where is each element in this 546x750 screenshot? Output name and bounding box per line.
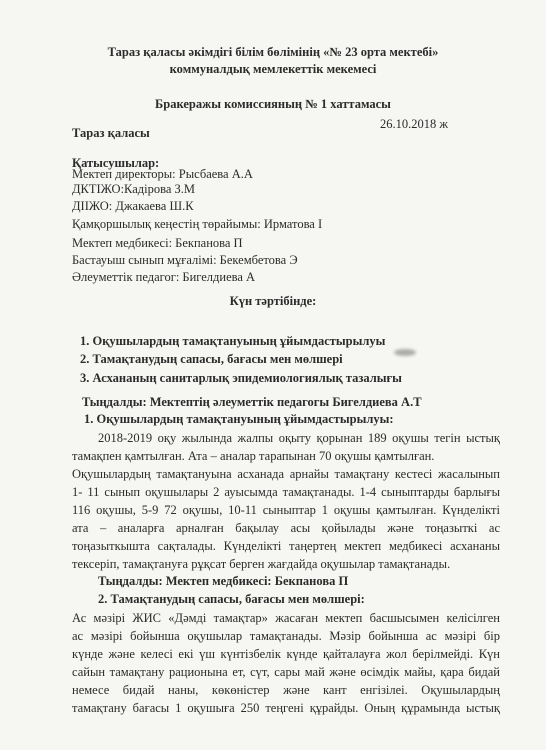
agenda-heading: Күн тәртібінде: (229, 294, 317, 308)
section2-line: сайын тамақтану рационына ет, сүт, сары май және өсімдік майы, қара бидай (72, 665, 500, 679)
protocol-title: Бракеражы комиссияның № 1 хаттамасы (155, 97, 391, 111)
participant-item: Қамқоршылық кеңестің төрайымы: Ирматова І (72, 217, 323, 231)
participant-item: Бастауыш сынып мұғалімі: Бекембетова Э (72, 253, 298, 267)
agenda-item: 1. Оқушылардың тамақтануының ұйымдастырылуы (80, 334, 386, 348)
section1-line: 116 оқушы, 5-9 72 оқушы, 10-11 сыныптар 1 оқушы қамтылған. Күнделікті (72, 503, 500, 517)
section1-line: тоңазыткышта сақталады. Күнделікті таңертең мектеп медбикесі асхананы (72, 539, 500, 553)
section1-line: ата – аналарға арналған бақылау асы қойылады және тоңазыткі ас (72, 521, 500, 535)
agenda-item: 2. Тамақтанудың сапасы, бағасы мен мөлшері (80, 352, 343, 366)
participant-item: ДІІЖО: Джакаева Ш.К (72, 199, 194, 213)
participant-item: Мектеп медбикесі: Бекпанова П (72, 236, 243, 250)
agenda-item: 3. Асхананың санитарлық эпидемиологиялық тазалығы (80, 371, 402, 385)
section2-line: Ас мәзірі ЖИС «Дәмді тамақтар» жасаған мектеп басшысымен келісілген (72, 611, 500, 625)
section2-subheading: 2. Тамақтанудың сапасы, бағасы мен мөлшері: (98, 592, 365, 606)
section1-line: Оқушылардың тамақтануына асханада арнайы тамақтану кестесі жасалынып (72, 467, 500, 481)
section2-line: немесе бидай наны, көкөністер және кант енгізілеі. Оқушылардың (72, 683, 500, 697)
participant-item: Әлеуметтік педагог: Бигелдиева А (72, 270, 256, 284)
participant-item: ДКТІЖО:Кадірова З.М (72, 182, 196, 196)
participants-heading: Қатысушылар: (72, 156, 160, 170)
section2-listened: Тыңдалды: Мектеп медбикесі: Бекпанова П (98, 574, 349, 588)
section1-line: 1- 11 сынып оқушылары 2 ауысымда тамақтанады. 1-4 сыныптарды барлығы (72, 485, 500, 499)
section1-subheading: 1. Оқушылардың тамақтануының ұйымдастырылуы: (84, 412, 394, 426)
section1-line: тексеріп, тамақтануға рұқсат берген жағдайда оқушылар тамақтанады. (72, 557, 451, 571)
participant-item: Мектеп директоры: Рысбаева А.А (72, 167, 253, 181)
ink-smudge (394, 349, 416, 356)
institution-type-line: коммуналдық мемлекеттік мекемесі (169, 62, 377, 76)
section1-line: тамақпен қамтылған. Ата – аналар тарапынан 70 оқушы қамтылған. (72, 449, 435, 463)
protocol-date: 26.10.2018 ж (380, 117, 449, 131)
section2-line: күнде және келесі екі үш күнтізбелік күнде қайталауға жол берілмейді. Күн (72, 647, 500, 661)
school-name-line: Тараз қаласы әкімдігі білім бөлімінің «№ 23 орта мектебі» (107, 45, 439, 59)
section1-line: 2018-2019 оқу жылында жалпы оқыту қорынан 189 оқушы тегін ыстық (98, 431, 500, 445)
section2-line: тамақтану бағасы 1 оқушыға 250 теңгені құрайды. Оның құрамында ыстық (72, 701, 500, 715)
section1-listened: Тыңдалды: Мектептің әлеуметтік педагогы Бигелдиева А.Т (82, 395, 422, 409)
city-label: Тараз қаласы (72, 126, 150, 140)
section2-line: ас мәзірі бойынша оқушылар тамақтанады. Мәзір бойынша ас мәзірі бір (72, 629, 500, 643)
